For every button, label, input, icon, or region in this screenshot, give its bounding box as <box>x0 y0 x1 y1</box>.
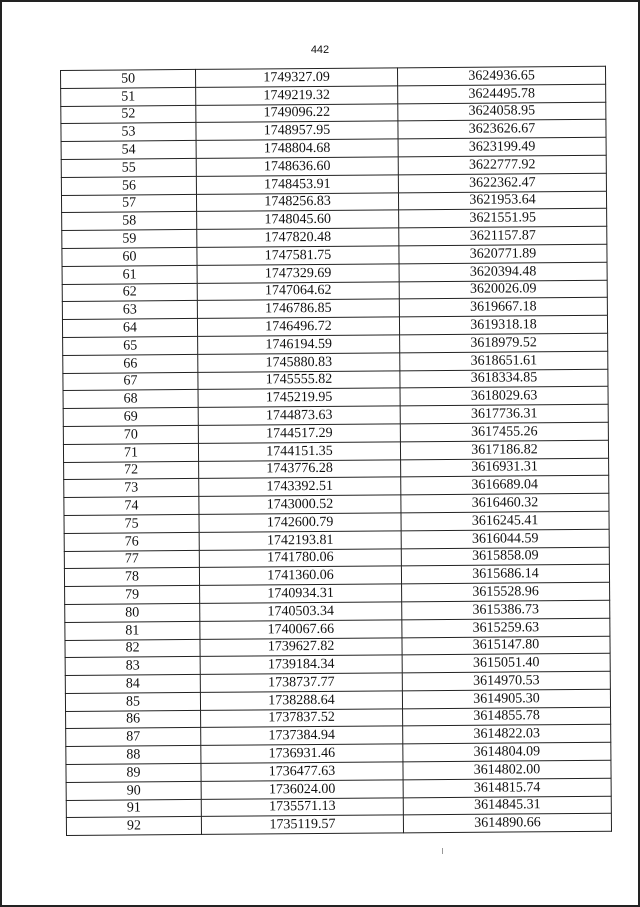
point-number-cell: 61 <box>62 265 197 284</box>
point-number-cell: 77 <box>64 550 199 569</box>
point-number-cell: 54 <box>61 141 196 160</box>
coordinate-x-cell: 1744873.63 <box>198 406 400 425</box>
coordinate-x-cell: 1746194.59 <box>198 335 400 354</box>
point-number-cell: 62 <box>62 283 197 302</box>
coordinate-y-cell: 3618979.52 <box>400 333 608 352</box>
coordinate-x-cell: 1747581.75 <box>197 246 399 265</box>
scan-edge-top <box>0 0 640 2</box>
coordinate-x-cell: 1738288.64 <box>200 691 402 710</box>
point-number-cell: 56 <box>61 176 196 195</box>
coordinate-y-cell: 3616044.59 <box>401 529 609 548</box>
coordinate-x-cell: 1746496.72 <box>197 317 399 336</box>
coordinate-y-cell: 3624058.95 <box>398 102 606 121</box>
coordinate-x-cell: 1741360.06 <box>199 566 401 585</box>
point-number-cell: 64 <box>62 319 197 338</box>
point-number-cell: 67 <box>63 372 198 391</box>
point-number-cell: 75 <box>64 514 199 533</box>
coordinate-y-cell: 3618029.63 <box>400 387 608 406</box>
point-number-cell: 59 <box>62 230 197 249</box>
coordinate-y-cell: 3614815.74 <box>403 778 611 797</box>
scan-edge-left <box>0 0 2 907</box>
point-number-cell: 57 <box>61 194 196 213</box>
coordinate-y-cell: 3619667.18 <box>399 298 607 317</box>
coordinate-x-cell: 1743776.28 <box>199 459 401 478</box>
coordinate-x-cell: 1742600.79 <box>199 513 401 532</box>
point-number-cell: 60 <box>62 247 197 266</box>
coordinate-table-body <box>61 66 612 836</box>
coordinate-x-cell: 1744151.35 <box>198 442 400 461</box>
coordinate-y-cell: 3622777.92 <box>398 155 606 174</box>
point-number-cell: 73 <box>64 479 199 498</box>
coordinate-table <box>60 66 612 837</box>
coordinate-x-cell: 1736931.46 <box>201 744 403 763</box>
coordinate-x-cell: 1745555.82 <box>198 370 400 389</box>
coordinate-x-cell: 1737837.52 <box>201 709 403 728</box>
point-number-cell: 87 <box>66 728 201 747</box>
point-number-cell: 88 <box>66 746 201 765</box>
coordinate-y-cell: 3617186.82 <box>400 440 608 459</box>
coordinate-y-cell: 3614804.09 <box>403 742 611 761</box>
coordinate-y-cell: 3614802.00 <box>403 760 611 779</box>
coordinate-y-cell: 3620394.48 <box>399 262 607 281</box>
point-number-cell: 84 <box>65 675 200 694</box>
coordinate-x-cell: 1749096.22 <box>196 103 398 122</box>
coordinate-y-cell: 3620771.89 <box>399 244 607 263</box>
coordinate-y-cell: 3624495.78 <box>398 84 606 103</box>
point-number-cell: 91 <box>66 799 201 818</box>
coordinate-x-cell: 1735571.13 <box>201 797 403 816</box>
page-number: 442 <box>310 44 330 56</box>
coordinate-x-cell: 1748804.68 <box>196 139 398 158</box>
coordinate-x-cell: 1748957.95 <box>196 121 398 140</box>
table-row <box>66 814 611 836</box>
point-number-cell: 65 <box>63 336 198 355</box>
coordinate-y-cell: 3616460.32 <box>401 493 609 512</box>
coordinate-y-cell: 3620026.09 <box>399 280 607 299</box>
coordinate-x-cell: 1746786.85 <box>197 299 399 318</box>
coordinate-y-cell: 3616931.31 <box>401 458 609 477</box>
coordinate-x-cell: 1737384.94 <box>201 726 403 745</box>
point-number-cell: 86 <box>66 710 201 729</box>
point-number-cell: 66 <box>63 354 198 373</box>
coordinate-x-cell: 1739627.82 <box>200 637 402 656</box>
coordinate-y-cell: 3616689.04 <box>401 476 609 495</box>
point-number-cell: 80 <box>65 603 200 622</box>
point-number-cell: 85 <box>65 692 200 711</box>
point-number-cell: 76 <box>64 532 199 551</box>
coordinate-y-cell: 3624936.65 <box>397 66 605 85</box>
coordinate-x-cell: 1744517.29 <box>198 424 400 443</box>
point-number-cell: 79 <box>65 586 200 605</box>
coordinate-y-cell: 3617455.26 <box>400 422 608 441</box>
coordinate-y-cell: 3621953.64 <box>398 191 606 210</box>
coordinate-x-cell: 1738737.77 <box>200 673 402 692</box>
coordinate-y-cell: 3622362.47 <box>398 173 606 192</box>
coordinate-x-cell: 1743000.52 <box>199 495 401 514</box>
scan-speck <box>442 848 443 854</box>
coordinate-y-cell: 3623626.67 <box>398 120 606 139</box>
coordinate-x-cell: 1735119.57 <box>201 815 403 834</box>
coordinate-y-cell: 3615686.14 <box>401 565 609 584</box>
coordinate-y-cell: 3615259.63 <box>402 618 610 637</box>
coordinate-y-cell: 3614855.78 <box>403 707 611 726</box>
point-number-cell: 69 <box>63 408 198 427</box>
coordinate-y-cell: 3615147.80 <box>402 636 610 655</box>
point-number-cell: 58 <box>62 212 197 231</box>
coordinate-x-cell: 1742193.81 <box>199 531 401 550</box>
point-number-cell: 92 <box>66 817 201 836</box>
point-number-cell: 63 <box>62 301 197 320</box>
coordinate-x-cell: 1747820.48 <box>197 228 399 247</box>
point-number-cell: 90 <box>66 781 201 800</box>
coordinate-y-cell: 3614890.66 <box>403 814 611 833</box>
point-number-cell: 74 <box>64 497 199 516</box>
coordinate-y-cell: 3618651.61 <box>400 351 608 370</box>
coordinate-y-cell: 3616245.41 <box>401 511 609 530</box>
coordinate-x-cell: 1745219.95 <box>198 388 400 407</box>
point-number-cell: 78 <box>64 568 199 587</box>
coordinate-x-cell: 1739184.34 <box>200 655 402 674</box>
coordinate-x-cell: 1743392.51 <box>199 477 401 496</box>
point-number-cell: 52 <box>61 105 196 124</box>
point-number-cell: 82 <box>65 639 200 658</box>
point-number-cell: 51 <box>61 87 196 106</box>
point-number-cell: 71 <box>63 443 198 462</box>
coordinate-y-cell: 3623199.49 <box>398 137 606 156</box>
coordinate-x-cell: 1748045.60 <box>197 210 399 229</box>
coordinate-y-cell: 3614822.03 <box>403 725 611 744</box>
coordinate-x-cell: 1745880.83 <box>198 353 400 372</box>
point-number-cell: 50 <box>61 69 196 88</box>
coordinate-x-cell: 1740934.31 <box>200 584 402 603</box>
coordinate-y-cell: 3615051.40 <box>402 653 610 672</box>
coordinate-x-cell: 1748453.91 <box>196 175 398 194</box>
coordinate-y-cell: 3615528.96 <box>402 582 610 601</box>
point-number-cell: 72 <box>64 461 199 480</box>
point-number-cell: 81 <box>65 621 200 640</box>
coordinate-y-cell: 3614970.53 <box>402 671 610 690</box>
coordinate-y-cell: 3614845.31 <box>403 796 611 815</box>
coordinate-x-cell: 1736024.00 <box>201 780 403 799</box>
coordinate-x-cell: 1747064.62 <box>197 281 399 300</box>
coordinate-x-cell: 1748256.83 <box>196 192 398 211</box>
coordinate-y-cell: 3621157.87 <box>399 226 607 245</box>
coordinate-y-cell: 3615386.73 <box>402 600 610 619</box>
coordinate-y-cell: 3618334.85 <box>400 369 608 388</box>
coordinate-x-cell: 1748636.60 <box>196 157 398 176</box>
coordinate-x-cell: 1749327.09 <box>195 68 397 87</box>
coordinate-x-cell: 1740067.66 <box>200 620 402 639</box>
coordinate-y-cell: 3617736.31 <box>400 404 608 423</box>
coordinate-x-cell: 1740503.34 <box>200 602 402 621</box>
coordinate-x-cell: 1736477.63 <box>201 762 403 781</box>
coordinate-x-cell: 1747329.69 <box>197 264 399 283</box>
coordinate-x-cell: 1741780.06 <box>199 548 401 567</box>
coordinate-y-cell: 3619318.18 <box>399 315 607 334</box>
point-number-cell: 83 <box>65 657 200 676</box>
point-number-cell: 89 <box>66 763 201 782</box>
coordinate-table-container <box>60 66 612 837</box>
point-number-cell: 55 <box>61 158 196 177</box>
point-number-cell: 53 <box>61 123 196 142</box>
point-number-cell: 70 <box>63 425 198 444</box>
coordinate-y-cell: 3614905.30 <box>402 689 610 708</box>
coordinate-y-cell: 3615858.09 <box>401 547 609 566</box>
coordinate-y-cell: 3621551.95 <box>399 209 607 228</box>
point-number-cell: 68 <box>63 390 198 409</box>
coordinate-x-cell: 1749219.32 <box>196 86 398 105</box>
